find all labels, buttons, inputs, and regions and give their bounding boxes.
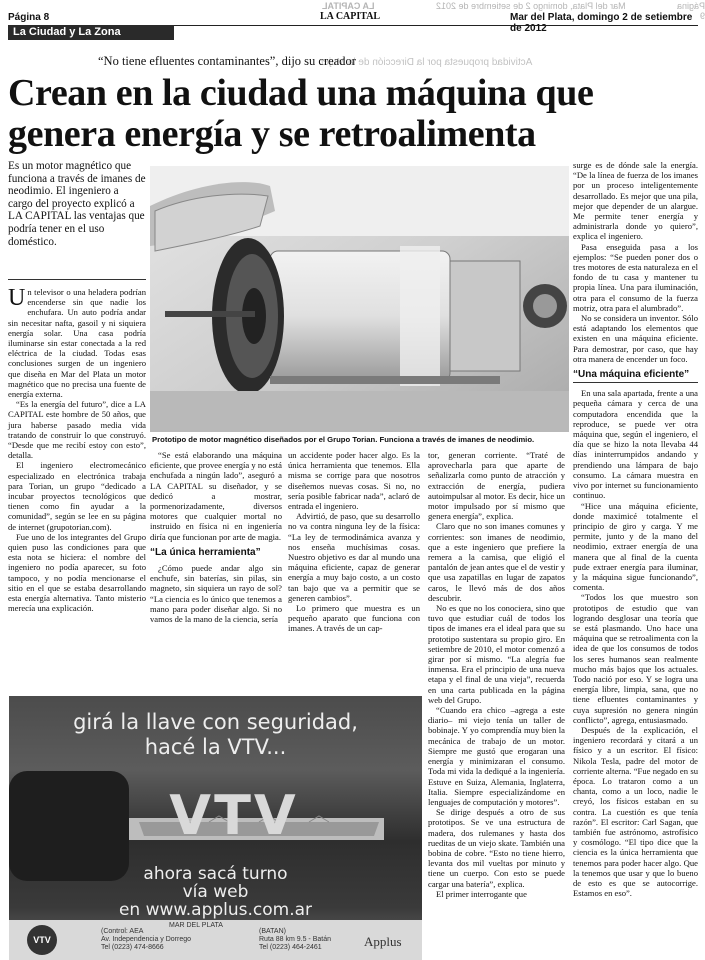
column-5-paragraph-4: En una sala apartada, frente a una pequeña cámara y cerca de una computadora encendida que la reproduce, se puede ver otra máquina que, según el ingeniero, el día que se hizo la nota llevaba 44 días ininterrumpidos andando y prendiendo una lámpara de bajo consumo. La cámara muestra en vivo por internet su funcionamiento continuo. xyxy=(573,388,698,501)
ad-line-2: hacé la VTV... xyxy=(144,735,287,759)
bleed-paper-name: LA CAPITAL xyxy=(322,1,375,11)
ad-vtv-logo: VTV xyxy=(169,784,299,847)
motor-photo xyxy=(150,166,569,432)
headline-line-1: Crean en la ciudad una máquina que xyxy=(8,72,594,114)
lede-rule xyxy=(8,279,146,280)
column-4-paragraph-5: Se dirige después a otro de sus prototipos. Se ve una estructura de madera, dos rulemanes y hasta dos rueditas de un viejo skate. También una bobina de cobre. “Esto no tiene hierro, levanta dos mil vueltas por minuto y tiene un cuerpo. Con esto se puede cargar una batería”, explica. xyxy=(428,807,565,889)
motor-photo-illustration xyxy=(150,166,569,432)
ad-branch-2-line-2: Ruta 88 km 9.5 - Batán xyxy=(259,936,331,943)
section-tab: La Ciudad y La Zona xyxy=(8,25,174,40)
page-date: Mar del Plata, domingo 2 de setiembre de 2012 xyxy=(510,12,693,34)
headline-line-2: genera energía y se retroalimenta xyxy=(8,113,536,155)
column-4-paragraph-1: tor, generan corriente. “Traté de aprovecharla para que aparte de señalizarla como punto de atracción y extracción de energía, pudiera autoimpulsar al motor. Es decir, hice un motor impulsado por sí mismo que genera energía”, explica. xyxy=(428,450,565,522)
column-1-paragraph-1-text: n televisor o una heladera podrían encenderse sin que nadie los enchufara. Un auto podría andar sin necesitar nafta, gasoil y ni siquiera energía solar. Una casa podría iluminarse sin estar conectada a la red eléctrica de la ciudad. Todas esas conclusiones surgen de un ingeniero que diseña en Mar del Plata un motor magnético que no precisa una fuente de energía externa. xyxy=(8,287,146,400)
ad-branch-1-line-3: Tel (0223) 474-8666 xyxy=(101,944,164,951)
drop-cap: U xyxy=(8,285,26,311)
column-3-paragraph-2: Advirtió, de paso, que su desarrollo no va contra ninguna ley de la física: “La ley de termodinámica avanza y nos enseña muchísimas cosas. Nuestro objetivo es dar al mundo una máquina eficiente, capaz de generar energía a muy bajo costo, a un costo tan bajo que va a permitir que se generen cambios”. xyxy=(288,511,420,603)
column-4-paragraph-4: “Cuando era chico –agrega a este diario– mi viejo tenía un taller de bobinaje. Y yo comprendía muy bien la mecánica de trabajo de un motor. Siempre me gustó que erogaran una energía y minimizaran el consumo. Toda mi vida la dediqué a la ingeniería. Estuve en Suiza, Alemania, Inglaterra, Italia. Siempre especializándome en lenguajes de computación y motores”. xyxy=(428,705,565,807)
column-1-paragraph-1 xyxy=(8,287,146,399)
column-2 xyxy=(150,450,282,624)
ad-line-4: vía web xyxy=(182,882,249,902)
ad-brand: Applus xyxy=(364,934,402,949)
bleed-subtitle: Actividad propuesta por la Dirección de la Mujer xyxy=(320,57,533,68)
column-5-paragraph-3: No se considera un inventor. Sólo está adaptando los elementos que existen en una máquina eficiente. Para demostrar, por caso, que hay otra manera de encender un foco. xyxy=(573,313,698,364)
ad-branch-2 xyxy=(259,928,331,952)
column-4 xyxy=(428,450,565,899)
column-1 xyxy=(8,287,146,614)
ad-branch-2-line-1: (BATAN) xyxy=(259,928,286,935)
column-1-paragraph-3: El ingeniero electromecánico especializado en electrónica trabaja para Torian, un grupo “dedicado a incubar proyectos tecnológicos que tienen como fin ayudar a la comunidad”, según se lee en su página de internet (grupotorian.com). xyxy=(8,460,146,532)
column-1-paragraph-2: “Es la energía del futuro”, dice a LA CAPITAL este hombre de 50 años, que jura haberse pasado media vida tratando de construir lo que construyó. “Desde que me recibí estoy con esto”, detalla. xyxy=(8,399,146,461)
ad-line-3: ahora sacá turno xyxy=(143,864,288,884)
ad-line-5: en www.applus.com.ar xyxy=(118,900,313,920)
column-5-paragraph-2: Pasa enseguida pasa a los ejemplos: “Se pueden poner dos o tres motores de esta naturaleza en el fondo de tu casa y mantener tu propia línea. Una para iluminación, otra para el consumo de la fuerza motriz, otra para el alumbrado”. xyxy=(573,241,698,313)
ad-branch-1-line-1: (Control: AEA xyxy=(101,928,144,935)
column-4-paragraph-2: Claro que no son imanes comunes y corrientes: son imanes de neodimio, que a este ingeniero que prefiere la remera a la camisa, que eligió el pantalón de jean antes que el de vestir y que usa zapatillas en lugar de zapatos caros, le llevó más de dos años descubrir. xyxy=(428,521,565,603)
ad-city: MAR DEL PLATA xyxy=(169,922,223,929)
column-5-paragraph-6: “Todos los que muestro son prototipos de estudio que van logrando desglosar una teoría que se está plasmando. Uno hace una máquina que se retroalimenta con la idea de que los consumos de todos los seres humanos sean realmente mucho más bajos que los actuales. Todo nació por eso. Y se logra una energía libre, limpia, sana, que no tiene efluentes contaminantes y cuya supresión no genera ningún conflicto”, agrega, entusiasmado. xyxy=(573,592,698,725)
column-4-paragraph-6: El primer interrogante que xyxy=(436,888,527,899)
kicker: “No tiene efluentes contaminantes”, dijo su creador xyxy=(98,54,356,68)
column-2-subhead: “La única herramienta” xyxy=(150,546,261,558)
column-5-paragraph-1: surge es de dónde sale la energía. “De la línea de fuerza de los imanes por un proceso inteligentemente desarrollado. Es mejor que una pila, mejor que depender de un alargue. Me permite tener energía y administrarla donde yo quiero”, explica el ingeniero. xyxy=(573,160,698,242)
bleed-date: Mar del Plata, domingo 2 de setiembre de 2012 xyxy=(436,1,626,11)
column-5-paragraph-5: “Hice una máquina eficiente, donde maximicé totalmente el principio de giro y carga. Y me permite, junto y de la mano del neodimio, extraer energía de una manera que al final de la cuenta pude extraer energía para iluminar, y la máquina sigue funcionando”, comenta. xyxy=(573,500,698,593)
ad-branch-2-line-3: Tel (0223) 464-2461 xyxy=(259,944,322,951)
bleed-page-label: Página 9 xyxy=(676,1,705,21)
column-5-subhead: “Una máquina eficiente” xyxy=(573,370,698,383)
column-2-paragraph-1: “Se está elaborando una máquina eficiente, que provee energía y no está enchufada a ningún lado”, aseguró a LA CAPITAL su diseñador, y se dedicó a mostrar, pormenorizadamente, diversos motores que cualquier mortal no instruido en física ni en ingeniería diría que funcionan por arte de magia. xyxy=(150,450,282,542)
column-3 xyxy=(288,450,420,634)
vtv-small-logo: VTV xyxy=(27,925,57,955)
column-4-paragraph-3: No es que no los conociera, sino que tuvo que estudiar cuál de todos los tipos de imanes era el ideal para que su prototipo sustentara su propio giro. En setiembre de 2010, el motor comenzó a girar por sí mismo. “La alegría fue inmensa. Era el principio de una nueva etapa y el final de una vieja”, recuerda en una carta publicada en la página web del Grupo. xyxy=(428,603,565,705)
column-1-paragraph-4: Fue uno de los integrantes del Grupo quien puso las condiciones para que esta nota se hiciera: el nombre del ingeniero no podía aparecer, su foto tampoco, y no podía mencionarse el sitio en el que se estaba desarrollando esta energía alternativa. Tanto misterio merecía una explicación. xyxy=(8,531,146,614)
page-number: Página 8 xyxy=(8,12,50,23)
column-3-paragraph-1: un accidente poder hacer algo. Es la única herramienta que tenemos. Ella misma se corrige para que nosotros diseñemos nuevas cosas. Si no, no sería posible fabricar nada”, aclaró de entrada el ingeniero. xyxy=(288,450,420,512)
column-3-paragraph-3: Lo primero que muestra es un pequeño aparato que funciona con imanes. A través de un cap- xyxy=(288,603,420,634)
ad-line-1: girá la llave con seguridad, xyxy=(73,710,358,734)
column-5-paragraph-7: Después de la explicación, el ingeniero recordará y citará a un físico y a un escritor. El físico: Nikola Tesla, padre del motor de corriente alterna. “Fue negado en su época. Lo trataron como a un chanta, como a un loco, nadie le creyó, los físicos estaban en su contra. La cuestión es que tenía razón”. El escritor: Carl Sagan, que también fue astrónomo, astrofísico y cosmólogo. “El tipo dice que la ciencia es la única herramienta que tenemos para poder hacer algo. Que la tenemos que usar y que lo bueno de esto es que se autocorrige. Estamos en eso”. xyxy=(573,724,698,899)
paper-name: LA CAPITAL xyxy=(320,11,381,22)
lede: Es un motor magnético que funciona a través de imanes de neodimio. El ingeniero a cargo del proyecto explicó a LA CAPITAL las ventajas que podría tener en el uso doméstico. xyxy=(8,160,146,248)
ad-branch-1-line-2: Av. Independencia y Dorrego xyxy=(101,936,192,943)
vtv-advertisement xyxy=(9,696,422,960)
column-2-paragraph-2: ¿Cómo puede andar algo sin enchufe, sin baterías, sin pilas, sin magneto, sin siquiera un rayo de sol? “La ciencia es lo único que tenemos a mano para poder diseñar algo. Si no vamos de la mano de la ciencia, sería xyxy=(150,563,282,625)
column-5 xyxy=(573,160,698,898)
photo-caption: Prototipo de motor magnético diseñados por el Grupo Torian. Funciona a través de imanes de neodimio. xyxy=(152,435,535,444)
ad-branch-1 xyxy=(101,928,191,952)
